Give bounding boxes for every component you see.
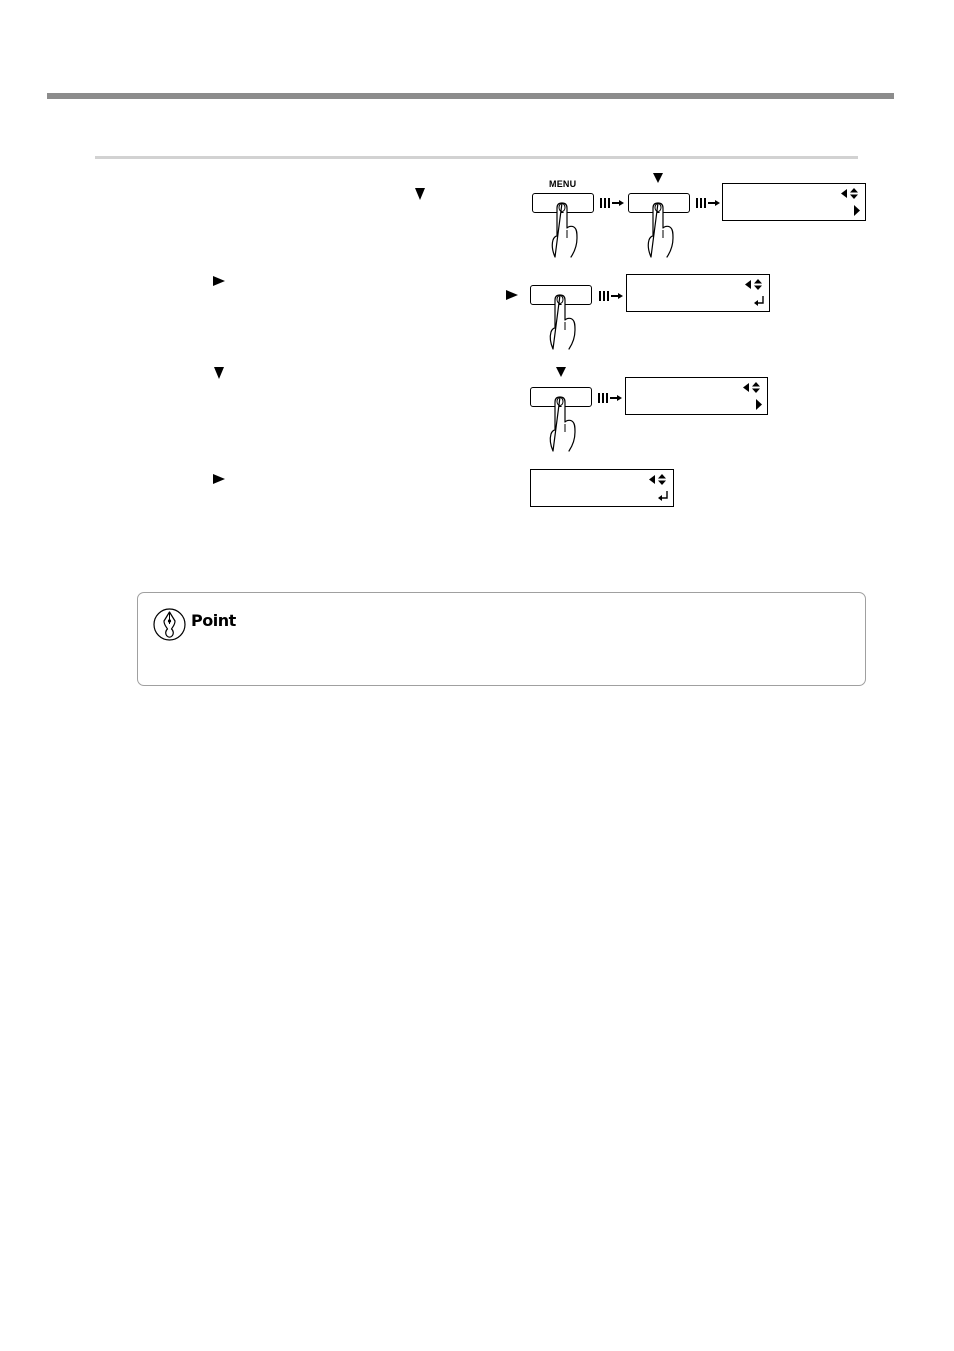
point-label: Point: [191, 611, 236, 630]
pressing-finger-icon: [547, 394, 577, 454]
header-rule: [47, 93, 894, 99]
flow-arrow-icon: [696, 198, 721, 208]
right-indicator-icon: [853, 205, 861, 216]
left-updown-indicator-icon: [745, 279, 765, 290]
right-triangle-icon: [505, 289, 519, 301]
point-note-box: [137, 592, 866, 686]
enter-indicator-icon: [754, 296, 765, 307]
down-triangle-icon: [413, 187, 427, 201]
lcd-display: [625, 377, 768, 415]
flow-arrow-icon: [599, 291, 624, 301]
right-triangle-icon: [212, 472, 226, 486]
left-updown-indicator-icon: [649, 474, 669, 485]
lcd-display: [722, 183, 866, 221]
flow-arrow-icon: [600, 198, 625, 208]
flow-arrow-icon: [598, 393, 623, 403]
section-rule: [95, 156, 858, 159]
down-triangle-icon: [212, 366, 226, 380]
menu-key-label: MENU: [549, 179, 577, 189]
down-triangle-icon: [652, 172, 664, 184]
lcd-display: [530, 469, 674, 507]
down-triangle-icon: [555, 366, 567, 378]
enter-indicator-icon: [658, 491, 669, 502]
left-updown-indicator-icon: [743, 382, 763, 393]
right-triangle-icon: [212, 274, 226, 288]
point-pen-icon: [153, 608, 186, 641]
right-indicator-icon: [755, 399, 763, 410]
pressing-finger-icon: [547, 292, 577, 352]
pressing-finger-icon: [549, 200, 579, 260]
left-updown-indicator-icon: [841, 188, 861, 199]
pressing-finger-icon: [645, 200, 675, 260]
lcd-display: [626, 274, 770, 312]
